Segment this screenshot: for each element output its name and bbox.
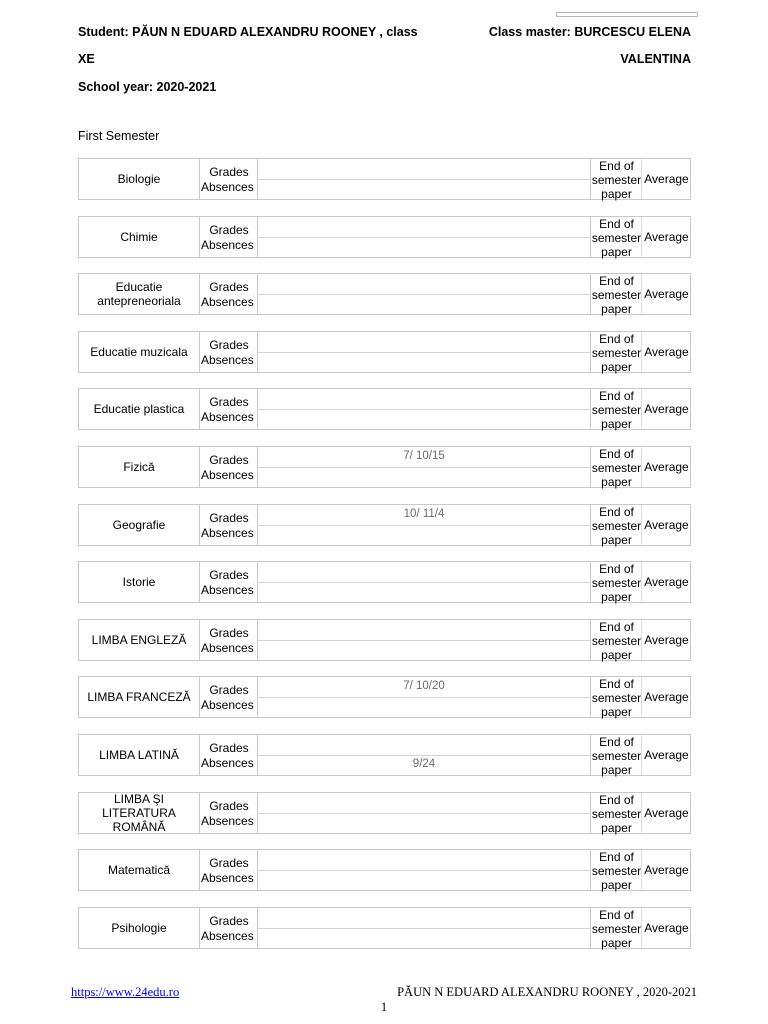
subject-name: LIMBA ŞI LITERATURA ROMÂNĂ [79,793,200,833]
row-labels [201,274,257,314]
subject-row [78,331,691,373]
semester-label: semester [591,921,642,936]
subject-name: Istorie [79,562,200,602]
row-divider [258,237,590,238]
semester-label: semester [591,403,642,418]
grades-label: Grades [209,395,249,410]
top-input-box [556,12,698,17]
end-of-semester-paper [590,332,642,372]
row-labels [201,447,257,487]
values-cell [257,447,590,487]
paper-label: paper [601,359,632,374]
student-name: Student: PĂUN N EDUARD ALEXANDRU ROONEY , class [78,25,418,39]
row-divider [258,582,590,583]
paper-label: paper [601,244,632,259]
end-of-semester-paper [590,677,642,720]
row-labels [201,850,257,890]
semester-label: semester [591,288,642,303]
grades-label: Grades [209,510,249,525]
end-of-semester-paper [590,217,642,257]
average-label: Average [644,172,689,186]
semester-label: semester [591,864,642,879]
end-paper-box [591,274,642,317]
average-label: Average [644,690,689,705]
grades-label: Grades [209,337,249,352]
average-label: Average [644,287,689,302]
average-label: Average [644,747,689,762]
row-labels [201,505,257,545]
average-label: Average [644,459,689,474]
semester-title: First Semester [78,129,160,143]
paper-label: paper [601,417,632,432]
row-labels [201,793,257,833]
values-cell [257,274,590,314]
absences-label: Absences [201,410,254,425]
subject-row [78,446,691,488]
row-labels [201,620,257,660]
grades-label: Grades [209,856,249,871]
row-divider [258,179,590,180]
end-of-label: End of [599,734,634,749]
row-divider [258,755,590,756]
end-of-label: End of [599,907,634,922]
average-label: Average [644,805,689,820]
student-class: XE [78,52,95,66]
grades-label: Grades [209,280,249,295]
class-master-surname: VALENTINA [620,52,691,66]
average-label: Average [644,402,689,417]
semester-label: semester [591,691,642,706]
paper-label: paper [601,878,632,893]
end-paper-box [591,908,642,948]
average-label: Average [644,344,689,359]
absences-label: Absences [201,237,254,252]
absences-label: Absences [201,640,254,655]
row-divider [258,352,590,353]
average-label: Average [644,575,689,590]
subject-row [78,273,691,315]
end-of-label: End of [599,159,634,173]
semester-label: semester [591,518,642,533]
end-of-label: End of [599,677,634,692]
subject-row [78,619,691,661]
end-of-semester-paper [590,389,642,432]
paper-label: paper [601,532,632,547]
footer-student-info: PĂUN N EDUARD ALEXANDRU ROONEY , 2020-2021 [397,985,697,999]
semester-label: semester [591,345,642,360]
end-paper-box [591,793,642,833]
subject-row [78,561,691,603]
end-of-semester-paper [590,447,642,487]
end-of-semester-paper [590,159,642,199]
end-of-label: End of [599,792,634,807]
values-cell [257,389,590,429]
paper-label: paper [601,820,632,835]
values-cell [257,850,590,890]
absences-label: Absences [201,871,254,886]
end-of-semester-paper [590,274,642,317]
subject-name: Educatie plastica [79,389,200,429]
grades-label: Grades [209,452,249,467]
end-paper-box [591,447,642,487]
absences-label: Absences [201,525,254,540]
end-of-label: End of [599,619,634,634]
end-paper-box [591,562,642,605]
end-of-label: End of [599,446,634,461]
subject-row [78,388,691,430]
subject-name: Geografie [79,505,200,545]
end-paper-box [591,735,642,775]
row-labels [201,735,257,775]
paper-label: paper [601,474,632,489]
end-paper-box [591,850,642,893]
semester-label: semester [591,576,642,591]
absences-label: Absences [201,295,254,310]
end-of-label: End of [599,562,634,577]
row-labels [201,332,257,372]
absences-label: Absences [201,755,254,770]
subject-name: LIMBA ENGLEZĂ [79,620,200,660]
average-label: Average [644,517,689,532]
school-year: School year: 2020-2021 [78,80,217,94]
subject-row [78,792,691,834]
page-number: 1 [380,1000,388,1014]
paper-label: paper [601,762,632,777]
end-of-semester-paper [590,793,642,833]
values-cell [257,217,590,257]
grades-label: Grades [209,740,249,755]
end-of-semester-paper [590,562,642,605]
grades-value: 7/ 10/20 [403,680,445,693]
values-cell [257,159,590,199]
subject-row [78,504,691,546]
subject-name: Biologie [79,159,200,199]
subject-name: Fizică [79,447,200,487]
end-of-semester-paper [590,850,642,893]
paper-label: paper [601,647,632,662]
average-label: Average [644,863,689,878]
footer-link[interactable]: https://www.24edu.ro [71,985,180,999]
absences-label: Absences [201,352,254,367]
row-divider [258,640,590,641]
subject-row [78,907,691,949]
subject-row [78,158,691,200]
end-of-label: End of [599,216,634,231]
subject-name: Matematică [79,850,200,890]
subject-row [78,849,691,891]
values-cell [257,908,590,948]
subject-name: Psihologie [79,908,200,948]
paper-label: paper [601,187,632,201]
subject-name: LIMBA LATINĂ [79,735,200,775]
absences-label: Absences [201,698,254,713]
subject-name: Educatie muzicala [79,332,200,372]
end-of-semester-paper [590,505,642,545]
end-paper-box [591,620,642,660]
subject-name: LIMBA FRANCEZĂ [79,677,200,717]
absences-label: Absences [201,813,254,828]
grades-label: Grades [209,683,249,698]
end-paper-box [591,159,642,199]
values-cell [257,677,590,717]
absences-value: 9/24 [412,757,436,770]
grades-label: Grades [209,625,249,640]
paper-label: paper [601,302,632,317]
row-labels [201,159,257,199]
grades-label: Grades [209,568,249,583]
end-paper-box [591,505,642,545]
average-label: Average [644,632,689,647]
paper-label: paper [601,935,632,950]
end-of-label: End of [599,331,634,346]
grades-value: 10/ 11/4 [403,507,445,520]
end-of-semester-paper [590,735,642,775]
grades-label: Grades [209,222,249,237]
values-cell [257,562,590,602]
absences-label: Absences [201,467,254,482]
absences-label: Absences [201,928,254,943]
subject-row [78,676,691,718]
grades-label: Grades [209,798,249,813]
row-labels [201,677,257,717]
row-divider [258,294,590,295]
end-of-label: End of [599,504,634,519]
row-divider [258,409,590,410]
subject-row [78,734,691,776]
values-cell [257,793,590,833]
end-of-label: End of [599,389,634,404]
row-divider [258,697,590,698]
values-cell [257,505,590,545]
row-labels [201,562,257,602]
values-cell [257,735,590,775]
row-divider [258,928,590,929]
average-label: Average [644,920,689,935]
class-master: Class master: BURCESCU ELENA [488,25,691,39]
row-divider [258,467,590,468]
row-divider [258,870,590,871]
row-labels [201,908,257,948]
semester-label: semester [591,460,642,475]
average-label: Average [644,229,689,244]
absences-label: Absences [201,583,254,598]
grades-label: Grades [209,913,249,928]
subject-row [78,216,691,258]
semester-label: semester [591,633,642,648]
paper-label: paper [601,590,632,605]
row-labels [201,389,257,429]
absences-label: Absences [201,180,254,194]
end-paper-box [591,677,642,720]
values-cell [257,620,590,660]
grades-label: Grades [209,165,249,179]
end-paper-box [591,332,642,372]
end-of-label: End of [599,274,634,289]
values-cell [257,332,590,372]
semester-label: semester [591,173,642,187]
subject-name: Educatie antepreneoriala [79,274,200,314]
end-paper-box [591,389,642,432]
semester-label: semester [591,748,642,763]
row-divider [258,813,590,814]
end-of-semester-paper [590,620,642,660]
row-labels [201,217,257,257]
end-paper-box [591,217,642,257]
grades-value: 7/ 10/15 [403,449,445,462]
semester-label: semester [591,806,642,821]
subject-name: Chimie [79,217,200,257]
paper-label: paper [601,705,632,720]
end-of-semester-paper [590,908,642,948]
semester-label: semester [591,230,642,245]
end-of-label: End of [599,850,634,865]
row-divider [258,525,590,526]
subjects-list [78,158,691,964]
